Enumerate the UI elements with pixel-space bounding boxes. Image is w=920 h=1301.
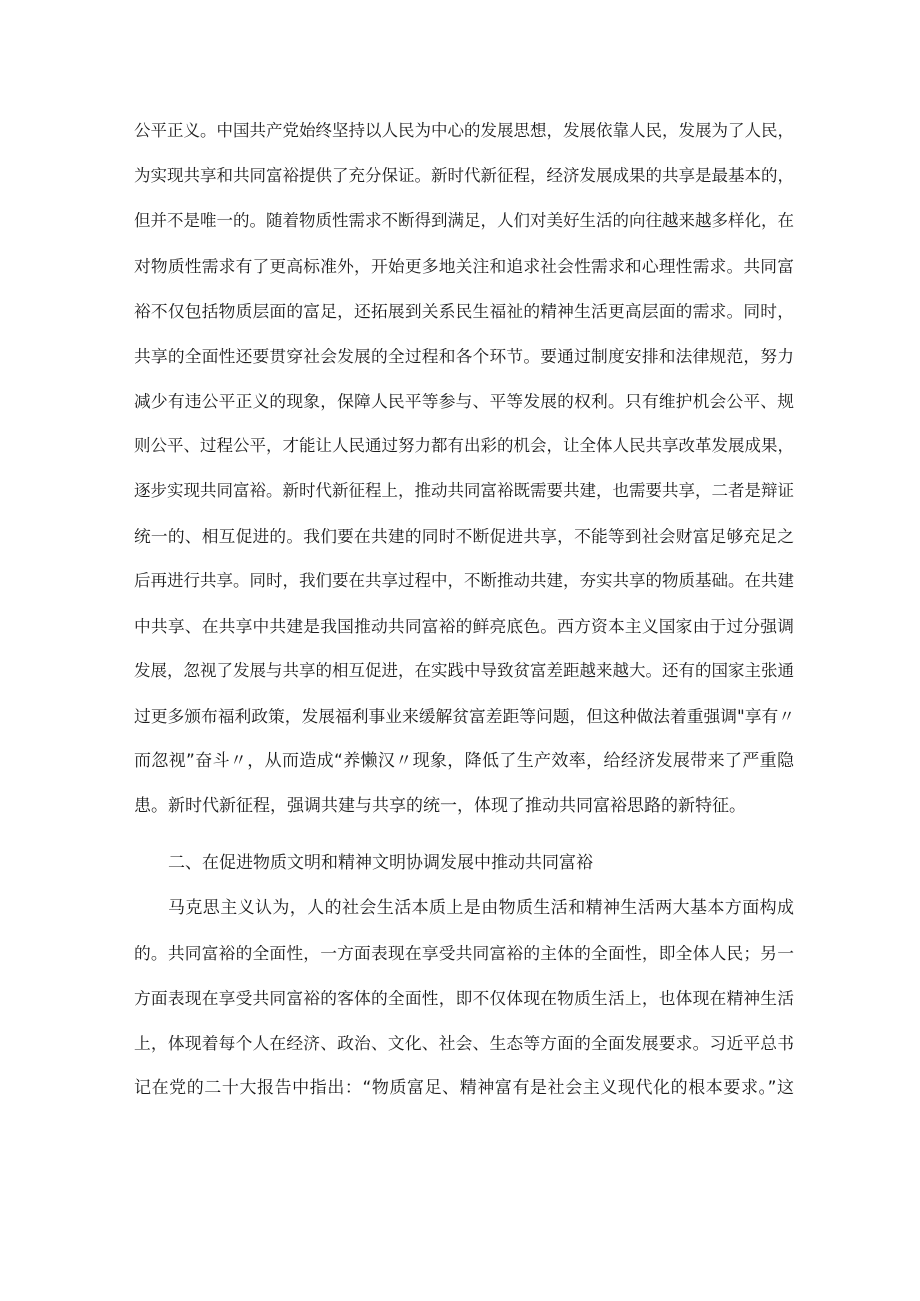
paragraph-1-line: 则公平、过程公平，才能让人民通过努力都有出彩的机会，让全体人民共享改革发展成果， bbox=[134, 436, 794, 455]
paragraph-1-line: 发展，忽视了发展与共享的相互促进，在实践中导致贫富差距越来越大。还有的国家主张通 bbox=[134, 661, 794, 680]
section-heading: 二、在促进物质文明和精神文明协调发展中推动共同富裕 bbox=[168, 853, 593, 873]
paragraph-1-line: 为实现共享和共同富裕提供了充分保证。新时代新征程，经济发展成果的共享是最基本的， bbox=[134, 166, 794, 185]
paragraph-1-line: 减少有违公平正义的现象，保障人民平等参与、平等发展的权利。只有维护机会公平、规 bbox=[134, 391, 794, 411]
paragraph-1-line: 逐步实现共同富裕。新时代新征程上，推动共同富裕既需要共建，也需要共享，二者是辩证 bbox=[134, 481, 794, 500]
paragraph-1-line: 后再进行共享。同时，我们要在共享过程中，不断推动共建，夯实共享的物质基础。在共建 bbox=[134, 571, 794, 590]
paragraph-1-line: 但并不是唯一的。随着物质性需求不断得到满足，人们对美好生活的向往越来越多样化，在 bbox=[134, 211, 794, 230]
paragraph-2-line: 马克思主义认为，人的社会生活本质上是由物质生活和精神生活两大基本方面构成 bbox=[168, 898, 794, 918]
paragraph-1-line: 而忽视”奋斗〃，从而造成“养懒汉〃现象，降低了生产效率，给经济发展带来了严重隐 bbox=[134, 751, 794, 771]
paragraph-1-line: 公平正义。中国共产党始终坚持以人民为中心的发展思想，发展依靠人民，发展为了人民， bbox=[134, 121, 794, 140]
paragraph-2-line: 方面表现在享受共同富裕的客体的全面性，即不仅体现在物质生活上，也体现在精神生活 bbox=[134, 988, 794, 1008]
paragraph-2-line: 的。共同富裕的全面性，一方面表现在享受共同富裕的主体的全面性，即全体人民；另一 bbox=[134, 943, 794, 963]
paragraph-1-line: 统一的、相互促进的。我们要在共建的同时不断促进共享，不能等到社会财富足够充足之 bbox=[134, 526, 794, 546]
paragraph-1-line: 裕不仅包括物质层面的富足，还拓展到关系民生福祉的精神生活更高层面的需求。同时， bbox=[134, 301, 794, 321]
paragraph-1-line: 过更多颁布福利政策，发展福利事业来缓解贫富差距等问题，但这种做法着重强调"享有〃 bbox=[134, 706, 795, 726]
paragraph-1-line: 对物质性需求有了更高标准外，开始更多地关注和追求社会性需求和心理性需求。共同富 bbox=[134, 256, 794, 276]
paragraph-2-line: 上，体现着每个人在经济、政治、文化、社会、生态等方面的全面发展要求。习近平总书 bbox=[134, 1033, 794, 1053]
paragraph-2-line: 记在党的二十大报告中指出：“物质富足、精神富有是社会主义现代化的根本要求。”这 bbox=[134, 1078, 794, 1098]
paragraph-1-line: 共享的全面性还要贯穿社会发展的全过程和各个环节。要通过制度安排和法律规范，努力 bbox=[134, 346, 794, 366]
paragraph-1-line: 中共享、在共享中共建是我国推动共同富裕的鲜亮底色。西方资本主义国家由于过分强调 bbox=[134, 616, 794, 636]
paragraph-1-line: 患。新时代新征程，强调共建与共享的统一，体现了推动共同富裕思路的新特征。 bbox=[134, 796, 746, 816]
